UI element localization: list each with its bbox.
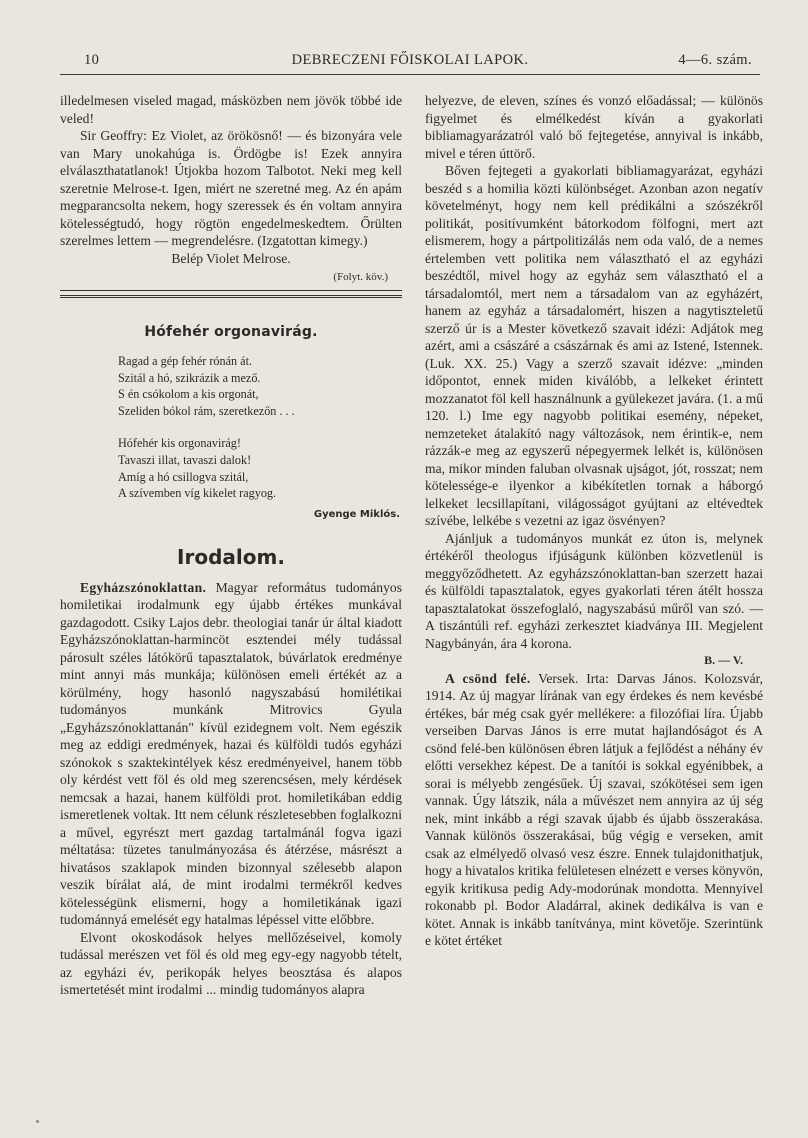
section-title: Irodalom. — [177, 545, 285, 570]
poem-line: Ragad a gép fehér rónán át. — [118, 354, 252, 368]
poem-line: Tavaszi illat, tavaszi dalok! — [118, 452, 252, 467]
stage-direction: Belép Violet Melrose. — [171, 250, 291, 266]
poem-line: Hófehér kis orgonavirág! — [118, 436, 241, 451]
poem-line: Szeliden bókol rám, szeretkezőn . . . — [118, 403, 295, 418]
divider-double — [60, 295, 402, 302]
poem-author: Gyenge Miklós. — [313, 508, 400, 520]
review-text: Magyar református tudományos homiletikai irodalmunk egy újabb értékes munkával gazdagodott. Csiky Lajos debr. theologiai tanár úr által kiadott Egyházszónoklattan-harmincöt esztendei mély tudással párosult széles látókörű tapasztalatok, búvárlatok eredménye mint annyi más munkája; különösen emeli értékét az a körülmény, hogy hasonló nagyszabású homilétikai tudományos munkánk Mitrovics Gyula „Egyházszónoklattanán" kívül ezidegnem volt. Nem egészik meg az eddigi eredmények, hazai és külföldi tudós egyházi szónokok s szaktekintélyek kész eredményeivel, hanem több oly kérdést vett föl és old meg szerencsésen, mely kérdések nemcsak a hazai, hanem külföldi prot. homiletikában eddig ismeretlenek voltak. Itt nem célunk részletesebben foglalkozni a művel, egyrészt mert gazdag tartalmánál fogva igazi méltatása: tüzetes tanulmányozása és átérzése, másrészt a hivatásos szaklapok minden bizonnyal szélesebb alapon veszik bírálat alá, de mint irodalmi termékről kedves kötelességünk elismerni, hogy a homiletikának igazi tudománnyá emelését egy hatalmas lépéssel vitte előbbre. — [60, 579, 402, 928]
review-paragraph: Elvont okoskodások helyes mellőzéseivel, komoly tudással merészen vet föl és old meg egy-egy nagyobb tételt, az egyházi év, perikopák helyes beosztása és alapos ismertetését mint irodalmi ... mindig tudományos alapra — [60, 929, 402, 998]
left-column — [60, 92, 402, 999]
continued-note: (Folyt. köv.) — [333, 271, 388, 283]
drama-paragraph: illedelmesen viseled magad, másközben nem jövök többé ide veled! — [60, 93, 402, 126]
review-lead: Egyházszónoklattan. — [80, 579, 207, 595]
review-paragraph: Ajánljuk a tudományos munkát ez úton is, melynek értékéről theologus ifjúságunk különben közvetlenül is meggyőződhetett. Az egyházszónoklattan-ban szerzett hazai és külföldi tapasztalatok, egyes gyakorlati téren átélt hossza tapasztalatokat összefoglaló, nagyszabású műről van szó. — A tiszántúli ref. egyházi zerkesztet kiadványa III. Megjelent Nagybányán, ára 4 korona. — [425, 530, 763, 651]
signature: B. — V. — [704, 653, 743, 667]
poem-line: Szitál a hó, szikrázik a mező. — [118, 370, 261, 385]
page-number: 10 — [84, 52, 100, 68]
page-header — [60, 50, 760, 75]
right-column — [425, 92, 763, 950]
poem-title: Hófehér orgonavirág. — [144, 323, 318, 340]
review-paragraph: helyezve, de eleven, színes és vonzó előadással; — különös figyelmet és elmélkedést kíván a gyakorlati bibliamagyarázatról való bő fejtegetése, annyival is inkább, mivel e téren úttörő. — [425, 93, 763, 161]
print-speck — [36, 1120, 39, 1123]
review-paragraph — [425, 670, 763, 950]
review-paragraph — [60, 579, 402, 929]
poem-line: Amíg a hó csillogva szitál, — [118, 469, 249, 484]
issue-number: 4—6. szám. — [678, 52, 752, 68]
review-text: Versek. Irta: Darvas János. Kolozsvár, 1914. Az új magyar lírának van egy érdekes és nem kevésbé értékes, bár még csak gyér mellékere: a filozófiai líra. Újabb verseiben Darvas János is erre mutat hajlandóságot és A csönd felé-ben különösen ébren látjuk a fejlődést a néhány év előtti versekhez képest. De a tanítói is sokkal egyénibbek, a sorai is mélyebb zengésűek. Új szavai, szókötései sem igen vannak. Úgy látszik, nála a művészet nem annyira az új ség nek, mint inkább a régi szavak újabb és újabb összerakása. Vannak különös összerakásai, bűg végig e verseken, amit csak az elmélyedő olvasó vesz észre. Ennek tulajdonithatjuk, hogy a hivatalos kritika felületesen elnézett e verses könyvön, egyik kritikusa pedig Ady-modorúnak mondotta. Mennyivel rokonabb pl. Bodor Aladárral, akinek dedikálva is van e kötet. Annak is inkább tanítványa, mint követője. Szerintünk e kötet értéket — [425, 670, 764, 948]
drama-paragraph: Sir Geoffry: Ez Violet, az örökösnő! — és bizonyára vele van Mary unokahúga is. Ördögbe is! Ezek annyira elválaszthatatlanok! Útjokba hozom Talbotot. Neki meg kell szeretnie Melrose-t. Igen, miért ne szeretné meg. Az én apám megparancsolta nekem, hogy szeressek és én voltam annyira kötelességtudó, hogy rögtön engedelmeskedtem. Őrülten szerelmes lettem — megrendelésre. (Izgatottan kimegy.) — [60, 128, 402, 248]
poem — [118, 353, 402, 502]
divider — [60, 290, 402, 291]
poem-line: A szívemben víg kikelet ragyog. — [118, 486, 277, 501]
review-paragraph: Bőven fejtegeti a gyakorlati bibliamagyarázat, egyházi beszéd s a homilia közti különbséget. Azonban azon negatív követelményt, hogy nem kell prédikálni a szószékről politikát, positívumként bátorkodom fölfogni, mert azt elismerem, hogy a pártpolitizálás nem oda való, de a nemes értelemben vett politika nem választható el az egyházi beszédtől, mivel hogy az egyház sem választható el a társadalomtól, mert nem a társadalom van az egyházért, hanem az egyház a társadalomért, hiszen a nagytiszteletű szerző úr is a Mester következő szavait idézi: Adjátok meg azért, ami a császáré a császárnak és ami az Istené, Istennek. (Luk. XX. 25.) Vagy a szerző szavait idézve: „minden időpontot, ennek miden kiválóbb, a lelkeket érintett mozzanatot föl kell használnunk a gyülekezet javára. (1. a mű 120. l.) Ime egy nagyobb politikai esemény, népeket, nemzeteket átalakító nagy változások, nem érintik-e, nem rázzák-e meg az egyszerű népegyermek lelkét is, különösen ma, mikor minden faluban olvasnak ujságot, jót, rosszat; nem kötelessége-e ilyenkor a kibékítetlen tornak a háborgó lelkeket lecsillapítani, világosságot gyújtani az eltévedtek szívébe, lelkébe s vezetni az igaz ösvényen? — [425, 163, 763, 528]
journal-title: DEBRECZENI FŐISKOLAI LAPOK. — [291, 52, 529, 68]
poem-line: S én csókolom a kis orgonát, — [118, 387, 259, 402]
review-lead: A csönd felé. — [445, 670, 531, 686]
